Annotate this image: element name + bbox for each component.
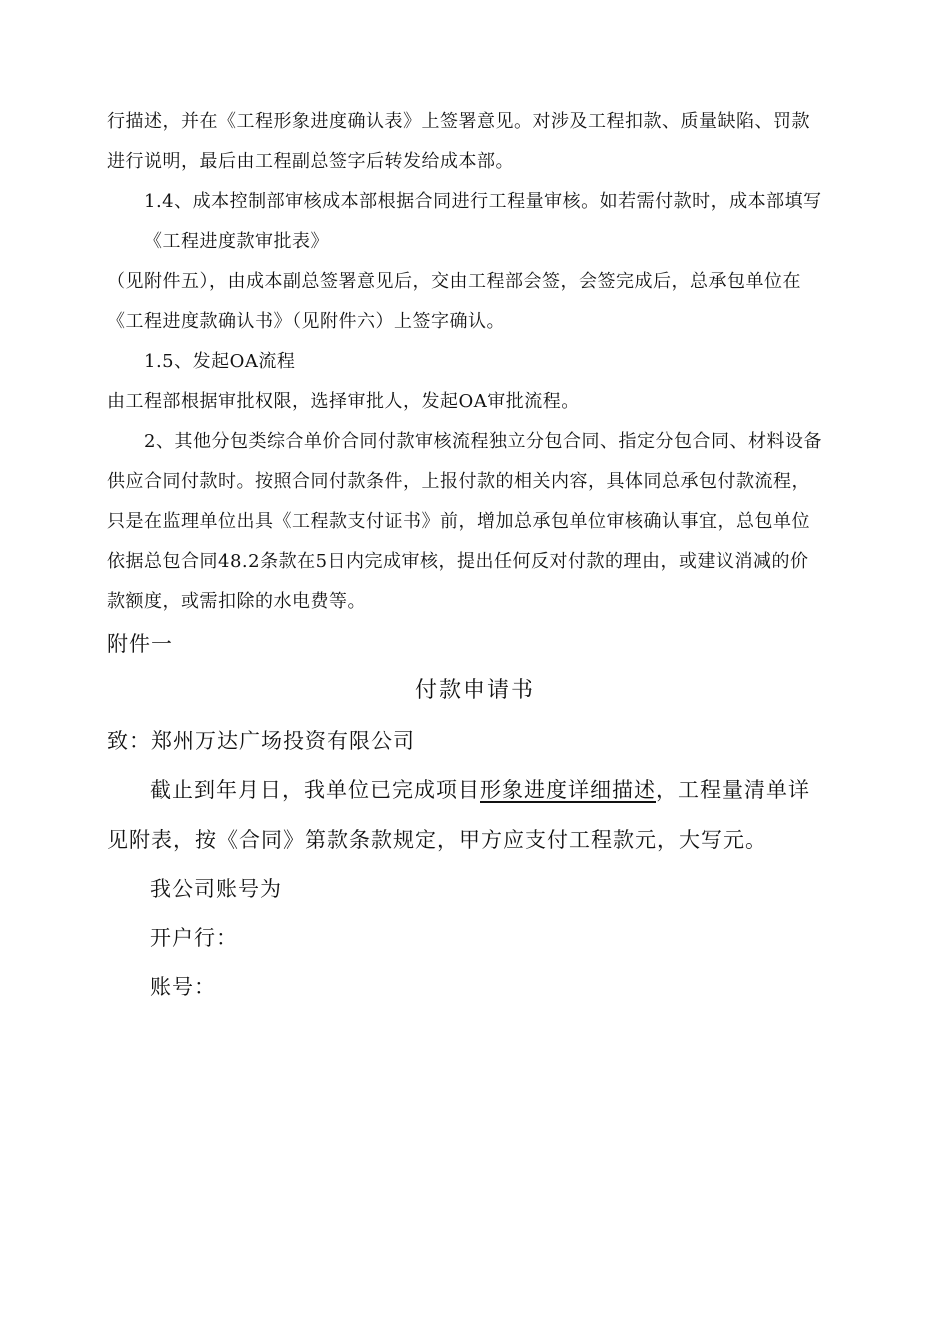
section-1-4-line: 1.4、成本控制部审核成本部根据合同进行工程量审核。如若需付款时，成本部填写 bbox=[144, 191, 822, 212]
attachment-label: 附件一 bbox=[107, 632, 173, 656]
application-body-text: 截止到年月日，我单位已完成项目 bbox=[150, 778, 480, 802]
paragraph-line: 行描述，并在《工程形象进度确认表》上签署意见。对涉及工程扣款、质量缺陷、罚款 bbox=[107, 111, 810, 132]
section-2-line: 只是在监理单位出具《工程款支付证书》前，增加总承包单位审核确认事宜，总包单位 bbox=[107, 511, 810, 532]
progress-description-field: 形象进度详细描述 bbox=[480, 778, 656, 802]
account-intro: 我公司账号为 bbox=[150, 877, 282, 901]
account-number-label: 账号： bbox=[150, 975, 216, 999]
application-body-text: ，工程量清单详 bbox=[656, 778, 810, 802]
section-1-4-line: 《工程进度款确认书》（见附件六）上签字确认。 bbox=[107, 311, 505, 332]
section-2-line: 2、其他分包类综合单价合同付款审核流程独立分包合同、指定分包合同、材料设备 bbox=[144, 431, 822, 452]
attachment-title: 付款申请书 bbox=[414, 678, 535, 703]
section-1-5-heading: 1.5、发起OA流程 bbox=[144, 351, 296, 372]
section-2-line: 供应合同付款时。按照合同付款条件，上报付款的相关内容，具体同总承包付款流程， bbox=[107, 471, 810, 492]
section-2-line: 款额度，或需扣除的水电费等。 bbox=[107, 591, 366, 612]
bank-label: 开户行： bbox=[150, 926, 238, 950]
section-1-4-line: 《工程进度款审批表》 bbox=[144, 231, 329, 252]
section-1-5-body: 由工程部根据审批权限，选择审批人，发起OA审批流程。 bbox=[107, 391, 580, 412]
application-body-line-2: 见附表，按《合同》第款条款规定，甲方应支付工程款元，大写元。 bbox=[107, 828, 767, 852]
section-1-4-line: （见附件五），由成本副总签署意见后，交由工程部会签，会签完成后，总承包单位在 bbox=[107, 271, 801, 292]
paragraph-line: 进行说明，最后由工程副总签字后转发给成本部。 bbox=[107, 151, 514, 172]
section-2-line: 依据总包合同48.2条款在5日内完成审核，提出任何反对付款的理由，或建议消减的价 bbox=[107, 551, 809, 572]
application-body-line-1 bbox=[150, 776, 810, 804]
addressee-line: 致：郑州万达广场投资有限公司 bbox=[107, 729, 415, 753]
